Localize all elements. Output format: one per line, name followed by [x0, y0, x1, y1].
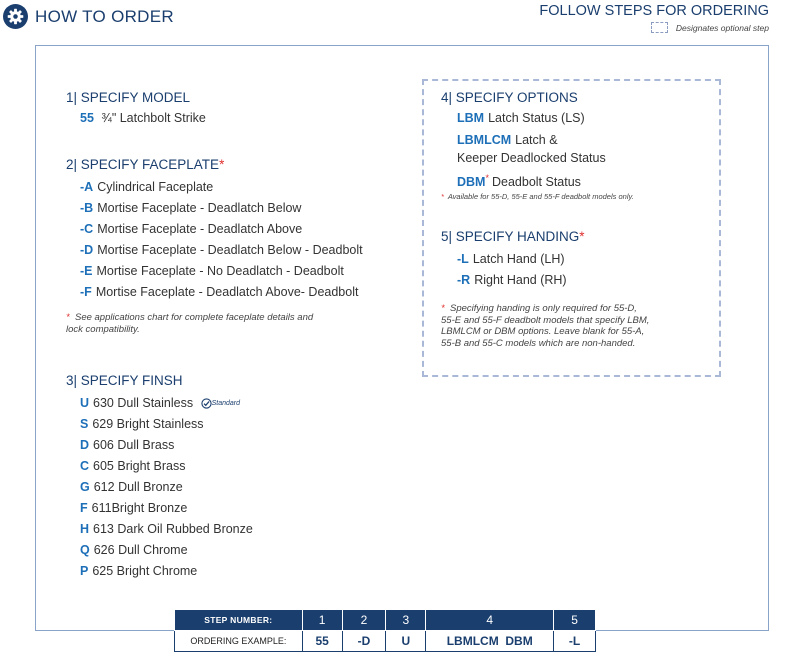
- list-item: [80, 435, 253, 456]
- options-note: [441, 191, 634, 203]
- item-label: Mortise Faceplate - Deadlatch Below - Deadbolt: [97, 243, 363, 257]
- list-item: [80, 540, 253, 561]
- handing-heading: [441, 227, 649, 247]
- options-heading: 4| SPECIFY OPTIONS: [441, 90, 578, 105]
- ordering-example-label: ORDERING EXAMPLE:: [175, 631, 303, 652]
- item-label: 626 Dull Chrome: [93, 543, 188, 557]
- faceplate-heading: [66, 155, 363, 175]
- ordering-example-table: [174, 609, 596, 652]
- section-handing: [441, 227, 649, 349]
- step-number-cell: 5: [554, 610, 596, 631]
- item-label: Right Hand (RH): [474, 273, 567, 287]
- item-label: Latch &: [515, 133, 558, 147]
- list-item: [457, 131, 634, 149]
- item-code: F: [80, 501, 88, 515]
- item-label: Deadbolt Status: [491, 175, 581, 190]
- item-label: 630 Dull Stainless: [93, 396, 194, 410]
- list-item: [80, 219, 363, 240]
- item-label: Mortise Faceplate - No Deadlatch - Deadbolt: [96, 264, 344, 278]
- list-item: [66, 108, 206, 129]
- item-code: S: [80, 417, 89, 431]
- list-item: [80, 561, 253, 582]
- optional-step-legend: [651, 22, 769, 33]
- page-title: HOW TO ORDER: [35, 6, 174, 26]
- item-code: -B: [80, 201, 94, 215]
- note-line: Specifying handing is only required for 55-D,: [449, 303, 637, 314]
- note-asterisk: *: [441, 303, 445, 314]
- list-item: [80, 456, 253, 477]
- item-label: Cylindrical Faceplate: [97, 180, 214, 194]
- item-label-continued: Keeper Deadlocked Status: [457, 151, 606, 165]
- item-label: 629 Bright Stainless: [92, 417, 204, 431]
- item-label: 625 Bright Chrome: [92, 564, 198, 578]
- item-code: DBM: [457, 175, 486, 190]
- example-cell: -L: [554, 631, 596, 652]
- item-label: ¾" Latchbolt Strike: [101, 111, 206, 125]
- list-item: [80, 477, 253, 498]
- item-code: -A: [80, 180, 94, 194]
- finish-heading: 3| SPECIFY FINSH: [66, 373, 183, 388]
- item-label: Latch Status (LS): [488, 111, 585, 125]
- section-model: [66, 88, 206, 129]
- model-heading: 1| SPECIFY MODEL: [66, 90, 191, 105]
- step-number-cell: 1: [302, 610, 342, 631]
- dashed-box-icon: [651, 22, 668, 33]
- note-asterisk: *: [441, 192, 444, 201]
- list-item: [80, 261, 363, 282]
- section-finish: [66, 371, 253, 582]
- item-asterisk: *: [485, 173, 489, 183]
- list-item: [80, 198, 363, 219]
- step-number-cell: 3: [386, 610, 426, 631]
- item-code: C: [80, 459, 90, 473]
- faceplate-asterisk: *: [219, 157, 225, 172]
- faceplate-heading-text: 2| SPECIFY FACEPLATE: [66, 157, 220, 172]
- section-options: [441, 88, 634, 203]
- ordering-example-row: [175, 631, 596, 652]
- item-code: G: [80, 480, 90, 494]
- note-line: 55-E and 55-F deadbolt models that specify LBM,: [441, 314, 650, 326]
- list-item: [80, 282, 363, 303]
- item-code: LBMLCM: [457, 133, 512, 147]
- list-item: [80, 240, 363, 261]
- note-line: Available for 55-D, 55-E and 55-F deadbolt models only.: [447, 192, 634, 201]
- handing-asterisk: *: [579, 229, 585, 244]
- item-label: 605 Bright Brass: [93, 459, 186, 473]
- finish-list: [66, 393, 253, 582]
- item-code: Q: [80, 543, 90, 557]
- item-label: 606 Dull Brass: [93, 438, 175, 452]
- example-cell: 55: [302, 631, 342, 652]
- item-code: -L: [457, 252, 469, 266]
- follow-steps-label: FOLLOW STEPS FOR ORDERING: [539, 3, 769, 19]
- list-item: [457, 108, 634, 129]
- step-number-row: [175, 610, 596, 631]
- list-item: [457, 270, 649, 291]
- list-item: [80, 519, 253, 540]
- note-line: See applications chart for complete faceplate details and: [74, 312, 314, 323]
- item-code: H: [80, 522, 90, 536]
- item-code: LBM: [457, 111, 485, 125]
- note-asterisk: *: [66, 312, 70, 323]
- item-label: 613 Dark Oil Rubbed Bronze: [93, 522, 253, 536]
- handing-note: [441, 303, 649, 349]
- example-cell: LBMLCM DBM: [426, 631, 554, 652]
- item-label: Mortise Faceplate - Deadlatch Below: [97, 201, 302, 215]
- standard-label: Standard: [211, 400, 240, 408]
- item-code: -E: [80, 264, 93, 278]
- item-code: -R: [457, 273, 471, 287]
- step-number-cell: 4: [426, 610, 554, 631]
- item-code: 55: [80, 111, 94, 125]
- example-cell: U: [386, 631, 426, 652]
- handing-heading-text: 5| SPECIFY HANDING: [441, 229, 580, 244]
- standard-badge: [201, 393, 240, 414]
- gear-icon: [3, 4, 28, 29]
- list-item: [457, 168, 634, 189]
- step-number-cell: 2: [342, 610, 386, 631]
- list-item: [457, 249, 649, 270]
- section-faceplate: [66, 155, 363, 336]
- item-label: Mortise Faceplate - Deadlatch Above: [97, 222, 303, 236]
- note-line: lock compatibility.: [66, 324, 140, 335]
- note-line: LBMLCM or DBM options. Leave blank for 55-A,: [441, 326, 645, 337]
- list-item: [80, 498, 253, 519]
- example-cell: -D: [342, 631, 386, 652]
- checkmark-badge-icon: [201, 398, 212, 409]
- item-code: -D: [80, 243, 94, 257]
- faceplate-list: [66, 177, 363, 303]
- list-item: [80, 393, 253, 414]
- item-code: -C: [80, 222, 94, 236]
- item-code: U: [80, 396, 90, 410]
- item-code: P: [80, 564, 89, 578]
- list-item: [80, 414, 253, 435]
- item-label: Mortise Faceplate - Deadlatch Above- Deadbolt: [95, 285, 359, 299]
- handing-list: [441, 249, 649, 291]
- item-label: Latch Hand (LH): [472, 252, 565, 266]
- step-number-label: STEP NUMBER:: [175, 610, 303, 631]
- list-item: [80, 177, 363, 198]
- note-line: 55-B and 55-C models which are non-handed.: [441, 337, 636, 349]
- item-label: 612 Dull Bronze: [93, 480, 183, 494]
- item-label: 611Bright Bronze: [91, 501, 188, 515]
- item-code: D: [80, 438, 90, 452]
- faceplate-note: [66, 312, 363, 336]
- item-code: -F: [80, 285, 92, 299]
- page-header: [3, 4, 174, 29]
- options-list: [441, 108, 634, 189]
- legend-text: Designates optional step: [675, 22, 769, 33]
